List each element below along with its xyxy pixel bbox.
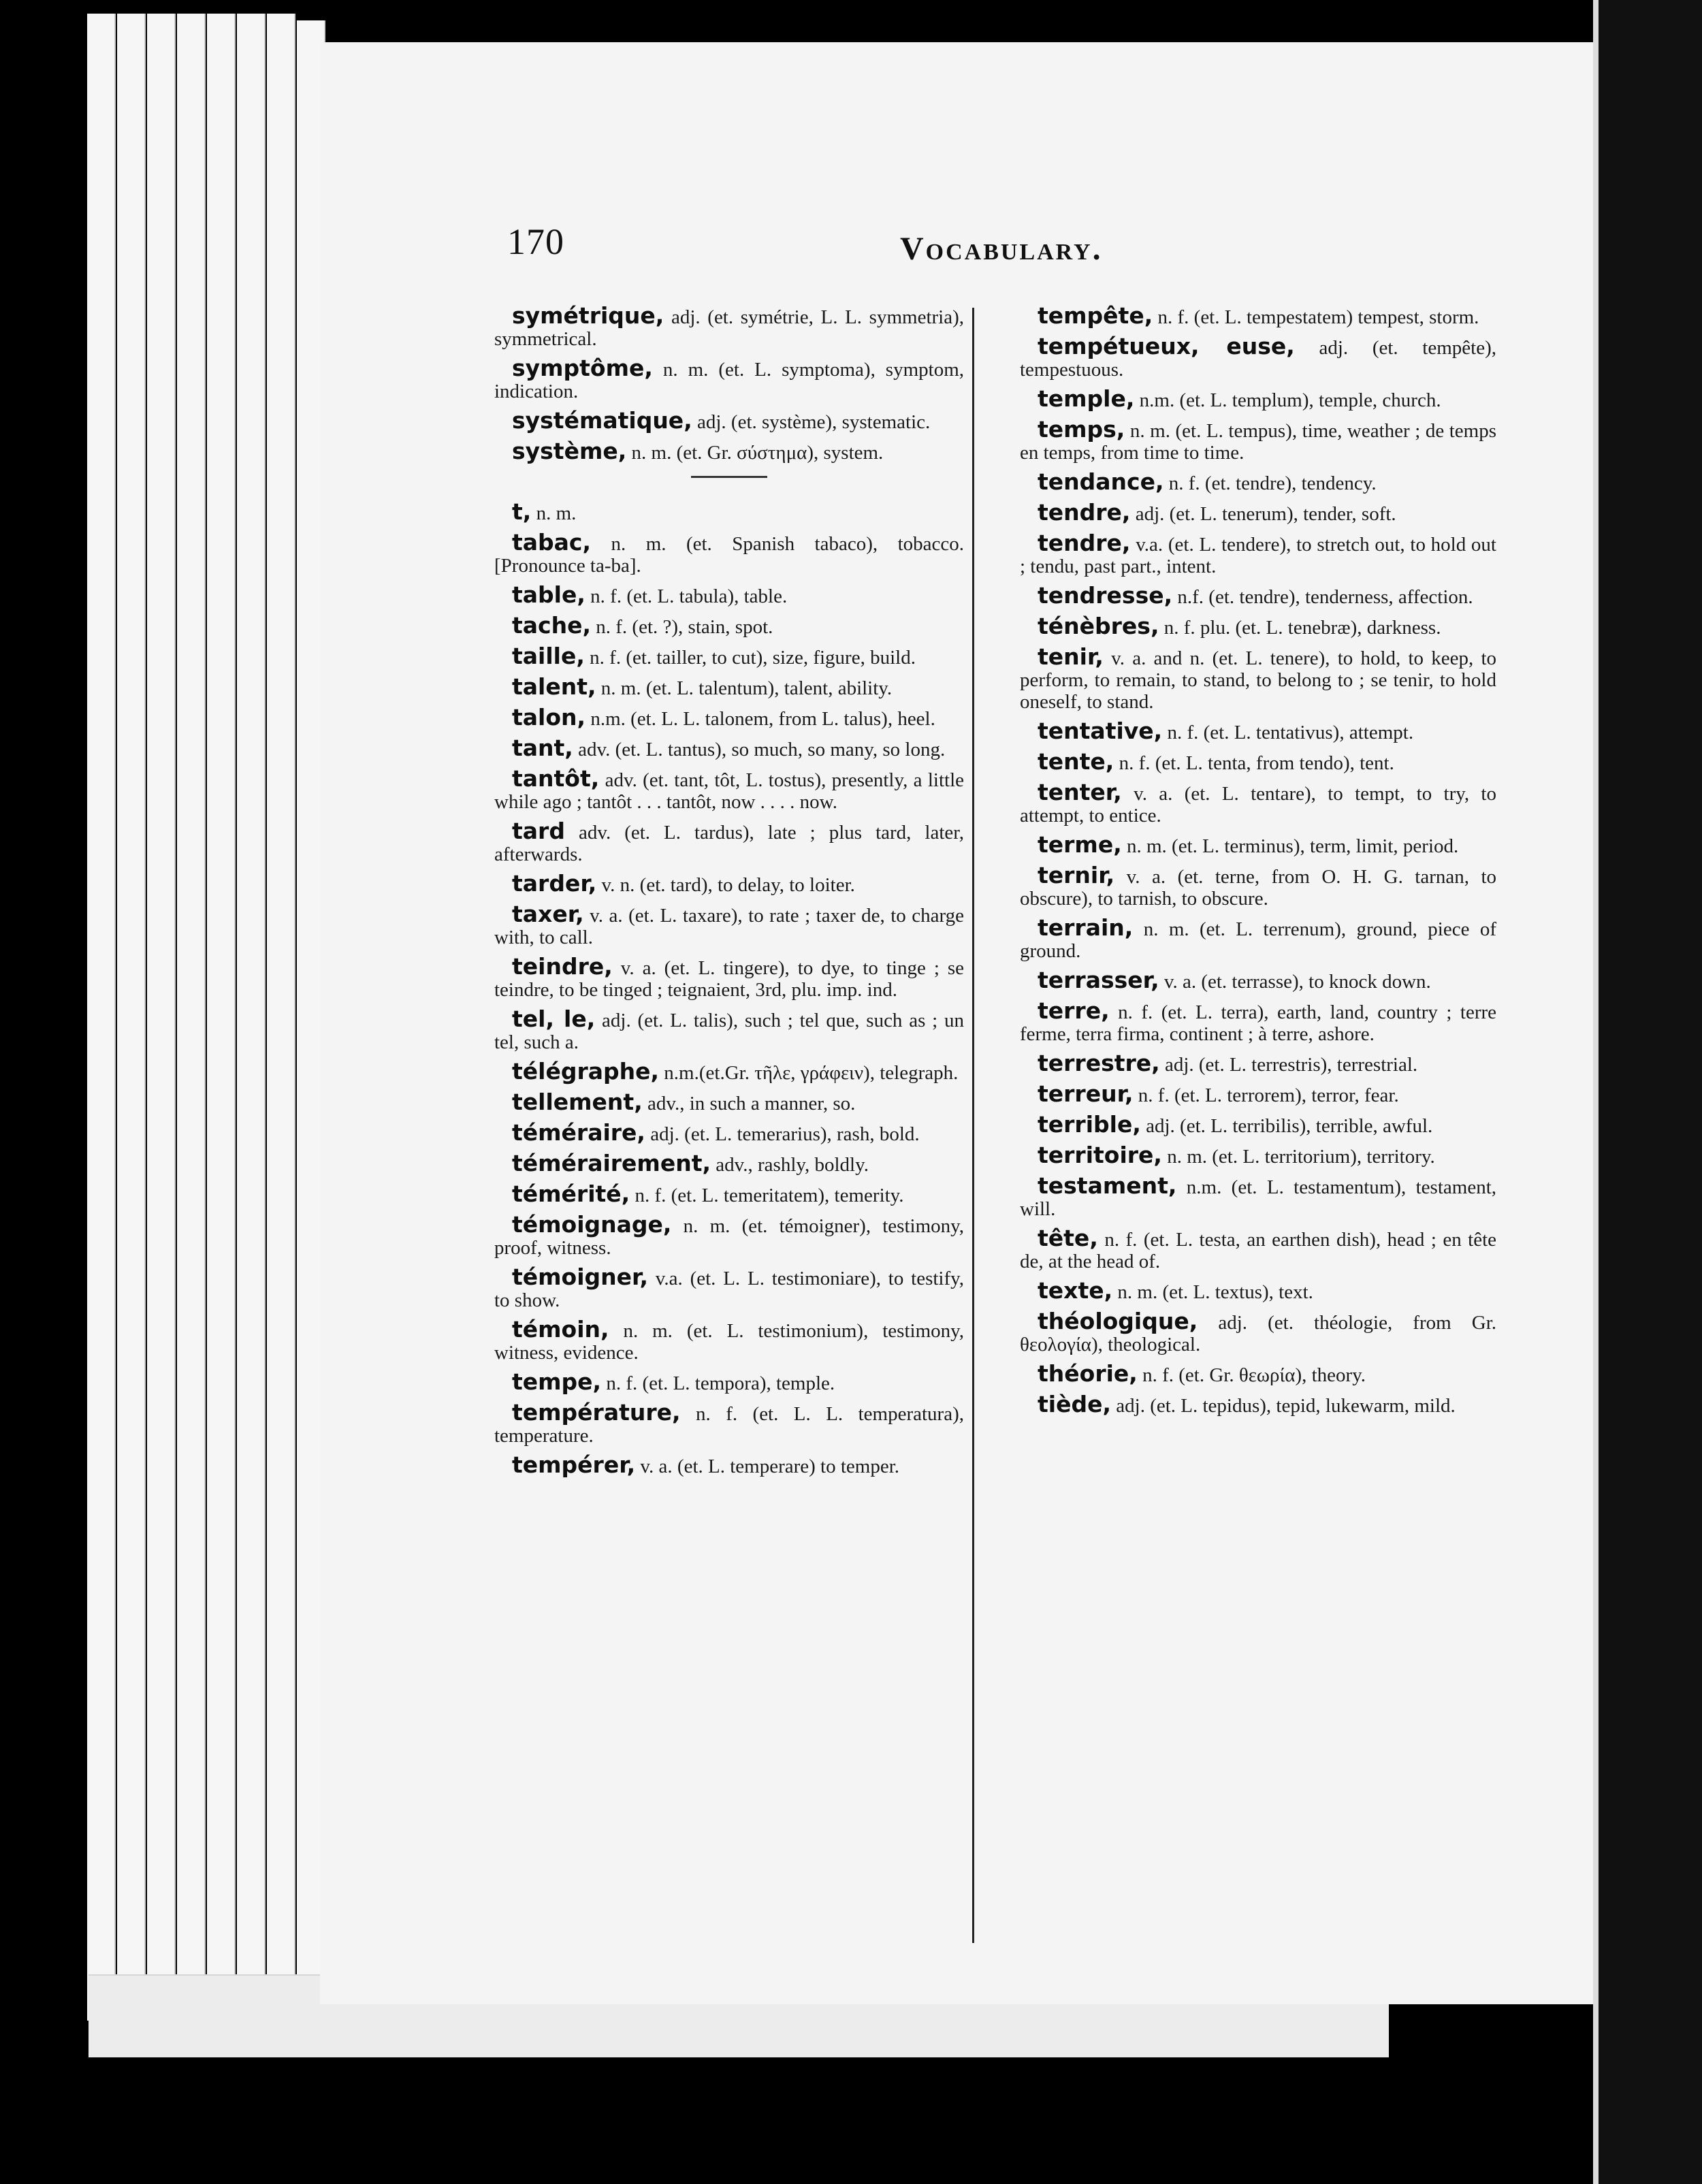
headword: téméraire, bbox=[512, 1119, 645, 1146]
dictionary-entry bbox=[1020, 1227, 1496, 1272]
definition: v. a. (et. L. temperare) to temper. bbox=[640, 1456, 900, 1477]
dictionary-entry bbox=[1020, 831, 1496, 858]
headword: témérité, bbox=[512, 1181, 630, 1207]
definition: adj. (et. théologie, from Gr. θεολογία), theological. bbox=[1020, 1312, 1497, 1355]
definition: v. a. (et. terrasse), to knock down. bbox=[1163, 971, 1431, 993]
dictionary-entry bbox=[1020, 1308, 1497, 1355]
definition: n. f. (et. L. temeritatem), temerity. bbox=[635, 1185, 904, 1206]
definition: adj. (et. L. terrestris), terrestrial. bbox=[1164, 1054, 1418, 1076]
dictionary-entry bbox=[1020, 582, 1496, 609]
definition: v. a. (et. terne, from O. H. G. tarnan, to obscure), to tarnish, to obscure. bbox=[1020, 866, 1497, 910]
definition: n. m. (et. L. textus), text. bbox=[1117, 1281, 1313, 1303]
definition: n. f. (et. L. tenta, from tendo), tent. bbox=[1119, 752, 1394, 774]
definition: v.a. (et. L. L. testimoniare), to testify, to show. bbox=[494, 1268, 965, 1311]
definition: n.m.(et.Gr. τῆλε, γράφειν), telegraph. bbox=[664, 1062, 959, 1084]
headword: ténèbres, bbox=[1038, 613, 1159, 639]
headword: théorie, bbox=[1038, 1360, 1138, 1387]
definition: n. m. (et. L. testimonium), testimony, witness, evidence. bbox=[494, 1320, 964, 1364]
headword: tempête, bbox=[1038, 302, 1153, 329]
dictionary-entry bbox=[1020, 1080, 1496, 1107]
dictionary-entry bbox=[1020, 969, 1496, 993]
headword: terme, bbox=[1038, 831, 1122, 858]
definition: v.a. (et. L. tendere), to stretch out, to hold out ; tendu, past part., intent. bbox=[1020, 534, 1496, 577]
dictionary-entry bbox=[494, 953, 964, 1001]
dictionary-entry bbox=[1020, 468, 1496, 495]
dictionary-entry bbox=[1020, 748, 1496, 775]
definition: n. f. (et. tendre), tendency. bbox=[1168, 472, 1377, 494]
headword: testament, bbox=[1038, 1172, 1177, 1199]
definition: n. f. (et. L. tabula), table. bbox=[590, 585, 788, 607]
definition: n. f. (et. L. terrorem), terror, fear. bbox=[1138, 1085, 1399, 1106]
dictionary-entry bbox=[1020, 499, 1496, 526]
headword: témoignage, bbox=[512, 1211, 672, 1238]
dictionary-entry bbox=[1020, 302, 1496, 329]
dictionary-entry bbox=[1020, 720, 1496, 743]
headword: température, bbox=[512, 1399, 681, 1426]
headword: tache, bbox=[512, 612, 592, 639]
dictionary-entry bbox=[494, 1211, 965, 1259]
definition: n. f. (et. L. terra), earth, land, country ; terre ferme, terra firma, continent ; à terre, ashore. bbox=[1020, 1001, 1497, 1045]
headword: tabac, bbox=[512, 529, 592, 556]
left-column bbox=[494, 302, 965, 1485]
headword: tendre, bbox=[1038, 499, 1131, 526]
dictionary-entry bbox=[494, 820, 964, 865]
column-rule bbox=[972, 308, 974, 1943]
dictionary-entry bbox=[494, 1008, 964, 1053]
headword: teindre, bbox=[512, 953, 613, 980]
headword: témoigner, bbox=[512, 1264, 648, 1290]
headword: tantôt, bbox=[512, 765, 600, 792]
dictionary-entry bbox=[494, 704, 964, 730]
headword: télégraphe, bbox=[512, 1058, 660, 1085]
dictionary-entry bbox=[494, 407, 964, 434]
definition: n. f. (et. L. L. temperatura), temperature. bbox=[494, 1403, 964, 1447]
dictionary-entry bbox=[494, 1183, 964, 1206]
dictionary-entry bbox=[1020, 643, 1497, 713]
headword: tard bbox=[512, 818, 565, 844]
definition: n. m. (et. Spanish tabaco), tobacco. [Pronounce ta-ba]. bbox=[494, 533, 964, 577]
dictionary-entry bbox=[494, 870, 964, 897]
definition: n.m. (et. L. testamentum), testament, will. bbox=[1020, 1176, 1496, 1220]
headword: témoin, bbox=[512, 1316, 609, 1343]
dictionary-entry bbox=[494, 1091, 964, 1114]
definition: n. m. bbox=[536, 502, 577, 524]
definition: n. m. (et. L. symptoma), symptom, indication. bbox=[494, 359, 964, 402]
headword: talon, bbox=[512, 704, 586, 730]
headword: table, bbox=[512, 581, 585, 608]
dictionary-entry bbox=[494, 612, 964, 639]
headword: terrain, bbox=[1038, 914, 1134, 941]
dictionary-entry bbox=[494, 302, 965, 350]
headword: systématique, bbox=[512, 407, 692, 434]
dictionary-entry bbox=[494, 498, 964, 525]
headword: tête, bbox=[1038, 1225, 1098, 1251]
definition: n.f. (et. tendre), tenderness, affection. bbox=[1177, 586, 1473, 608]
definition: n. m. (et. L. terminus), term, limit, period. bbox=[1126, 835, 1459, 857]
headword: texte, bbox=[1038, 1277, 1113, 1304]
page-edge bbox=[147, 14, 176, 2021]
dictionary-entry bbox=[1020, 779, 1496, 826]
headword: tel, le, bbox=[512, 1006, 596, 1032]
dictionary-entry bbox=[1020, 1144, 1496, 1168]
definition: n. m. (et. L. territorium), territory. bbox=[1167, 1146, 1435, 1168]
definition: n. f. (et. ?), stain, spot. bbox=[596, 616, 773, 638]
definition: n. f. plu. (et. L. tenebræ), darkness. bbox=[1163, 617, 1441, 639]
headword: tendance, bbox=[1038, 468, 1164, 495]
right-column bbox=[1020, 302, 1497, 1424]
page-edge bbox=[237, 14, 266, 2021]
headword: tarder, bbox=[512, 870, 597, 897]
headword: tendresse, bbox=[1038, 582, 1173, 609]
definition: adv. (et. L. tardus), late ; plus tard, later, afterwards. bbox=[494, 822, 965, 865]
definition: n. f. (et. L. tempestatem) tempest, storm. bbox=[1157, 306, 1479, 328]
dictionary-entry bbox=[1020, 1360, 1496, 1387]
headword: témérairement, bbox=[512, 1150, 711, 1176]
headword: tente, bbox=[1038, 748, 1114, 775]
definition: adj. (et. L. tenerum), tender, soft. bbox=[1135, 503, 1396, 525]
dictionary-entry bbox=[1020, 997, 1497, 1045]
dictionary-entry bbox=[1020, 333, 1497, 381]
dictionary-entry bbox=[1020, 1277, 1496, 1304]
dictionary-entry bbox=[494, 1368, 964, 1395]
page-edge bbox=[207, 14, 236, 2021]
page-edge bbox=[267, 14, 295, 2021]
headword: théologique, bbox=[1038, 1308, 1198, 1334]
headword: tendre, bbox=[1038, 530, 1131, 556]
dictionary-entry bbox=[494, 357, 964, 402]
page-edge bbox=[87, 14, 116, 2021]
headword: tenter, bbox=[1038, 779, 1122, 805]
headword: temple, bbox=[1038, 385, 1135, 412]
dictionary-entry bbox=[1020, 914, 1496, 962]
dictionary-entry bbox=[1020, 862, 1497, 910]
headword: système, bbox=[512, 438, 627, 464]
definition: v. a. (et. L. taxare), to rate ; taxer de, to charge with, to call. bbox=[494, 905, 965, 948]
definition: n. f. (et. tailler, to cut), size, figure, build. bbox=[590, 647, 916, 669]
dictionary-entry bbox=[494, 440, 964, 464]
definition: adv., rashly, boldly. bbox=[716, 1154, 869, 1176]
definition: adj. (et. L. temerarius), rash, bold. bbox=[650, 1123, 920, 1145]
headword: ternir, bbox=[1038, 862, 1115, 888]
dictionary-entry bbox=[494, 737, 964, 760]
definition: v. a. and n. (et. L. tenere), to hold, to keep, to perform, to remain, to stand, to belong to ; se tenir, to hold oneself, to stand. bbox=[1020, 647, 1497, 713]
headword: tentative, bbox=[1038, 718, 1163, 744]
definition: v. n. (et. tard), to delay, to loiter. bbox=[601, 874, 855, 896]
dictionary-entry bbox=[1020, 532, 1496, 577]
dictionary-entry bbox=[494, 1266, 964, 1311]
scan-border bbox=[1599, 0, 1702, 2184]
dictionary-entry bbox=[1020, 1050, 1496, 1076]
dictionary-entry bbox=[1020, 385, 1496, 412]
definition: n. m. (et. L. terrenum), ground, piece of ground. bbox=[1020, 918, 1496, 962]
definition: n. m. (et. témoigner), testimony, proof, witness. bbox=[494, 1215, 965, 1259]
headword: terreur, bbox=[1038, 1080, 1134, 1107]
dictionary-entry bbox=[494, 1451, 964, 1478]
dictionary-entry bbox=[1020, 416, 1497, 464]
headword: taxer, bbox=[512, 901, 584, 927]
headword: temps, bbox=[1038, 416, 1125, 443]
headword: tiède, bbox=[1038, 1391, 1112, 1417]
definition: adj. (et. L. terribilis), terrible, awful. bbox=[1146, 1115, 1433, 1137]
headword: tempe, bbox=[512, 1368, 602, 1395]
dictionary-entry bbox=[494, 765, 964, 813]
dictionary-entry bbox=[494, 1399, 964, 1447]
headword: t, bbox=[512, 498, 532, 525]
dictionary-entry bbox=[494, 581, 964, 608]
definition: v. a. (et. L. tentare), to tempt, to try, to attempt, to entice. bbox=[1020, 783, 1496, 826]
headword: terre, bbox=[1038, 997, 1110, 1024]
definition: adj. (et. symétrie, L. L. symmetria), symmetrical. bbox=[494, 306, 965, 350]
page-edge bbox=[177, 14, 206, 2021]
definition: n. m. (et. Gr. σύστημα), system. bbox=[631, 442, 884, 464]
definition: n. f. (et. L. tempora), temple. bbox=[606, 1372, 835, 1394]
dictionary-entry bbox=[494, 1119, 964, 1146]
headword: tellement, bbox=[512, 1089, 643, 1115]
headword: taille, bbox=[512, 643, 585, 669]
definition: v. a. (et. L. tingere), to dye, to tinge ; se teindre, to be tinged ; teignaient, 3rd, plu. imp. ind. bbox=[494, 957, 964, 1001]
definition: n.m. (et. L. templum), temple, church. bbox=[1139, 389, 1441, 411]
dictionary-entry bbox=[1020, 1111, 1496, 1138]
dictionary-entry bbox=[494, 1150, 964, 1176]
headword: terrestre, bbox=[1038, 1050, 1160, 1076]
headword: talent, bbox=[512, 673, 596, 700]
page-number: 170 bbox=[507, 221, 564, 262]
dictionary-entry bbox=[1020, 1172, 1496, 1220]
dictionary-entry bbox=[494, 1316, 964, 1364]
definition: adj. (et. L. tepidus), tepid, lukewarm, mild. bbox=[1116, 1395, 1456, 1417]
dictionary-entry bbox=[1020, 1391, 1496, 1417]
headword: symétrique, bbox=[512, 302, 664, 329]
dictionary-entry bbox=[494, 1058, 964, 1085]
definition: adv. (et. L. tantus), so much, so many, so long. bbox=[578, 739, 946, 760]
headword: symptôme, bbox=[512, 355, 653, 381]
definition: n. f. (et. L. tentativus), attempt. bbox=[1167, 722, 1414, 743]
definition: n.m. (et. L. L. talonem, from L. talus), heel. bbox=[590, 708, 935, 730]
headword: tempétueux, euse, bbox=[1038, 333, 1295, 359]
headword: territoire, bbox=[1038, 1142, 1162, 1168]
definition: n. f. (et. Gr. θεωρία), theory. bbox=[1142, 1364, 1366, 1386]
definition: adv., in such a manner, so. bbox=[647, 1093, 856, 1114]
dictionary-entry bbox=[1020, 615, 1496, 639]
headword: tempérer, bbox=[512, 1451, 636, 1478]
definition: adj. (et. système), systematic. bbox=[696, 411, 931, 433]
definition: adv. (et. tant, tôt, L. tostus), presently, a little while ago ; tantôt . . . tantôt, now . . . . now. bbox=[494, 769, 964, 813]
running-head: Vocabulary. bbox=[900, 231, 1103, 267]
dictionary-entry bbox=[494, 645, 964, 669]
headword: tant, bbox=[512, 735, 573, 761]
page-edge bbox=[117, 14, 146, 2021]
dictionary-entry bbox=[494, 673, 964, 700]
definition: adj. (et. tempête), tempestuous. bbox=[1020, 337, 1497, 381]
section-divider bbox=[691, 476, 767, 478]
definition: adj. (et. L. talis), such ; tel que, such as ; un tel, such a. bbox=[494, 1010, 964, 1053]
headword: terrible, bbox=[1038, 1111, 1141, 1138]
definition: n. f. (et. L. testa, an earthen dish), head ; en tête de, at the head of. bbox=[1020, 1229, 1496, 1272]
definition: n. m. (et. L. tempus), time, weather ; de temps en temps, from time to time. bbox=[1020, 420, 1497, 464]
headword: terrasser, bbox=[1038, 967, 1159, 993]
dictionary-entry bbox=[494, 529, 964, 577]
dictionary-entry bbox=[494, 903, 964, 948]
definition: n. m. (et. L. talentum), talent, ability. bbox=[600, 677, 893, 699]
headword: tenir, bbox=[1038, 643, 1104, 670]
